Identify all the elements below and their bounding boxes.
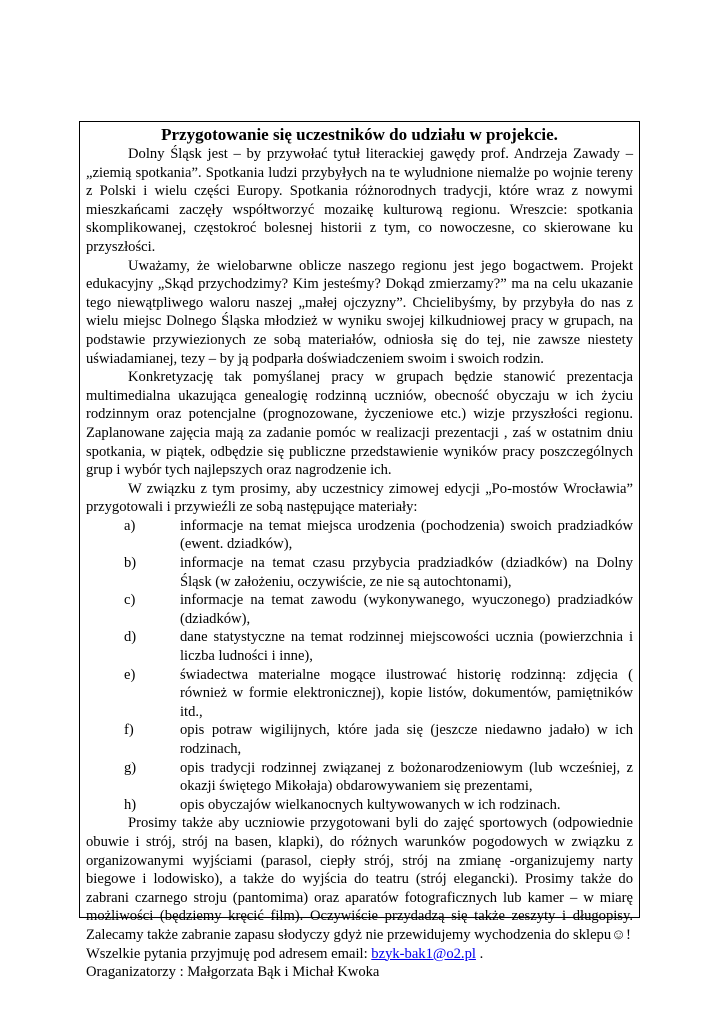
paragraph-materials-request: W związku z tym prosimy, aby uczestnicy zimowej edycji „Po-mostów Wrocławia” przygotowali i przywieźli ze sobą następujące materiały: <box>86 480 633 516</box>
list-item <box>86 517 633 554</box>
materials-list <box>86 517 633 815</box>
list-marker: c) <box>124 592 136 609</box>
list-item <box>86 628 633 665</box>
contact-prefix: Wszelkie pytania przyjmuję pod adresem email: <box>86 945 372 962</box>
list-item-text: opis potraw wigilijnych, które jada się (jeszcze niedawno jadało) w ich rodzinach, <box>180 722 633 757</box>
list-item-text: informacje na temat miejsca urodzenia (pochodzenia) swoich pradziadków (ewent. dziadków), <box>180 517 633 553</box>
list-item-text: opis tradycji rodzinnej związanej z bożonarodzeniowym (lub wcześniej, z okazji świętego Mikołaja) obdarowywaniem się prezentami, <box>180 759 633 795</box>
list-marker: f) <box>124 722 134 739</box>
list-item-text: informacje na temat zawodu (wykonywanego, wyuczonego) pradziadków (dziadków), <box>180 592 633 627</box>
list-item <box>86 666 633 722</box>
list-item <box>86 759 633 796</box>
list-marker: e) <box>124 666 136 683</box>
paragraph-presentation: Konkretyzację tak pomyślanej pracy w grupach będzie stanowić prezentacja multimedialna ukazująca genealogię rodzinną uczniów, obecność obyczaju w ich życiu rodzinnym oraz potencjalne (prognozowane, życzeniowe etc.) wizje przyszłości regionu. Zaplanowane zajęcia mają za zadanie pomóc w realizacji prezentacji , zaś w ostatnim dniu spotkania, w piątek, odbędzie się publiczne przedstawienie wyników pracy poszczególnych grup i wybór tych najlepszych oraz nagrodzenie ich. <box>86 369 633 479</box>
list-item <box>86 591 633 628</box>
list-marker: a) <box>124 517 136 534</box>
list-marker: d) <box>124 629 137 646</box>
email-link[interactable]: bzyk-bak1@o2.pl <box>371 945 476 962</box>
paragraph-intro: Dolny Śląsk jest – by przywołać tytuł literackiej gawędy prof. Andrzeja Zawady – „ziemią spotkania”. Spotkania ludzi przybyłych na te wyludnione niemalże po wojnie tereny z Polski i wielu części Europy. Spotkania różnorodnych tradycji, które wraz z nowymi mieszkańcami zaczęły współtworzyć mozaikę kulturową regionu. Wreszcie: spotkania skomplikowanej, częstokroć bolesnej historii z tym, co nowoczesne, co skierowane ku przyszłości. <box>86 146 633 255</box>
list-marker: h) <box>124 796 137 813</box>
list-item-text: świadectwa materialne mogące ilustrować historię rodzinną: zdjęcia ( również w formie elektronicznej), kopie listów, dokumentów, pamiętników itd., <box>180 666 633 720</box>
list-item <box>86 796 633 815</box>
list-item-text: informacje na temat czasu przybycia pradziadków (dziadków) na Dolny Śląsk (w założeniu, oczywiście, ze nie są autochtonami), <box>180 555 633 590</box>
list-item <box>86 721 633 758</box>
list-marker: b) <box>124 555 137 572</box>
organizers-line: Oraganizatorzy : Małgorzata Bąk i Michał Kwoka <box>86 964 380 981</box>
list-marker: g) <box>124 759 137 776</box>
paragraph-project: Uważamy, że wielobarwne oblicze naszego regionu jest jego bogactwem. Projekt edukacyjny „Skąd przychodzimy? Kim jesteśmy? Dokąd zmierzamy?” ma na celu ukazanie tego niewątpliwego waloru naszej „małej ojczyzny”. Chcielibyśmy, by przybyła do nas z wielu miejsc Dolnego Śląska młodzież w wyniku swojej kilkudniowej pracy w grupach, na podstawie przywiezionych ze sobą materiałów, odniosła się do tej, nie zawsze niestety uświadamianej, tezy – by ją podparła doświadczeniem swoim i swoich rodzin. <box>86 257 633 367</box>
list-item-text: opis obyczajów wielkanocnych kultywowanych w ich rodzinach. <box>180 796 561 813</box>
list-item <box>86 554 633 591</box>
list-item-text: dane statystyczne na temat rodzinnej miejscowości ucznia (powierzchnia i liczba ludności i inne), <box>180 629 633 665</box>
contact-suffix: . <box>475 945 484 962</box>
contact-line <box>86 945 633 964</box>
document-frame <box>79 121 640 981</box>
document-title: Przygotowanie się uczestników do udziału w projekcie. <box>161 125 558 144</box>
paragraph-preparation: Prosimy także aby uczniowie przygotowani byli do zajęć sportowych (odpowiednie obuwie i strój, strój na basen, klapki), do różnych warunków pogodowych w związku z organizowanymi wyjściami (parasol, ciepły strój, strój na zmianę -organizujemy narty biegowe i lodowisko), a także do wyjścia do teatru (strój elegancki). Prosimy także do zabrani czarnego stroju (pantomima) oraz aparatów fotograficznych lub kamer – w miarę możliwości (będziemy kręcić film). Oczywiście przydadzą się także zeszyty i długopisy. Zalecamy także zabranie zapasu słodyczy gdyż nie przewidujemy wychodzenia do sklepu☺! <box>86 815 633 943</box>
